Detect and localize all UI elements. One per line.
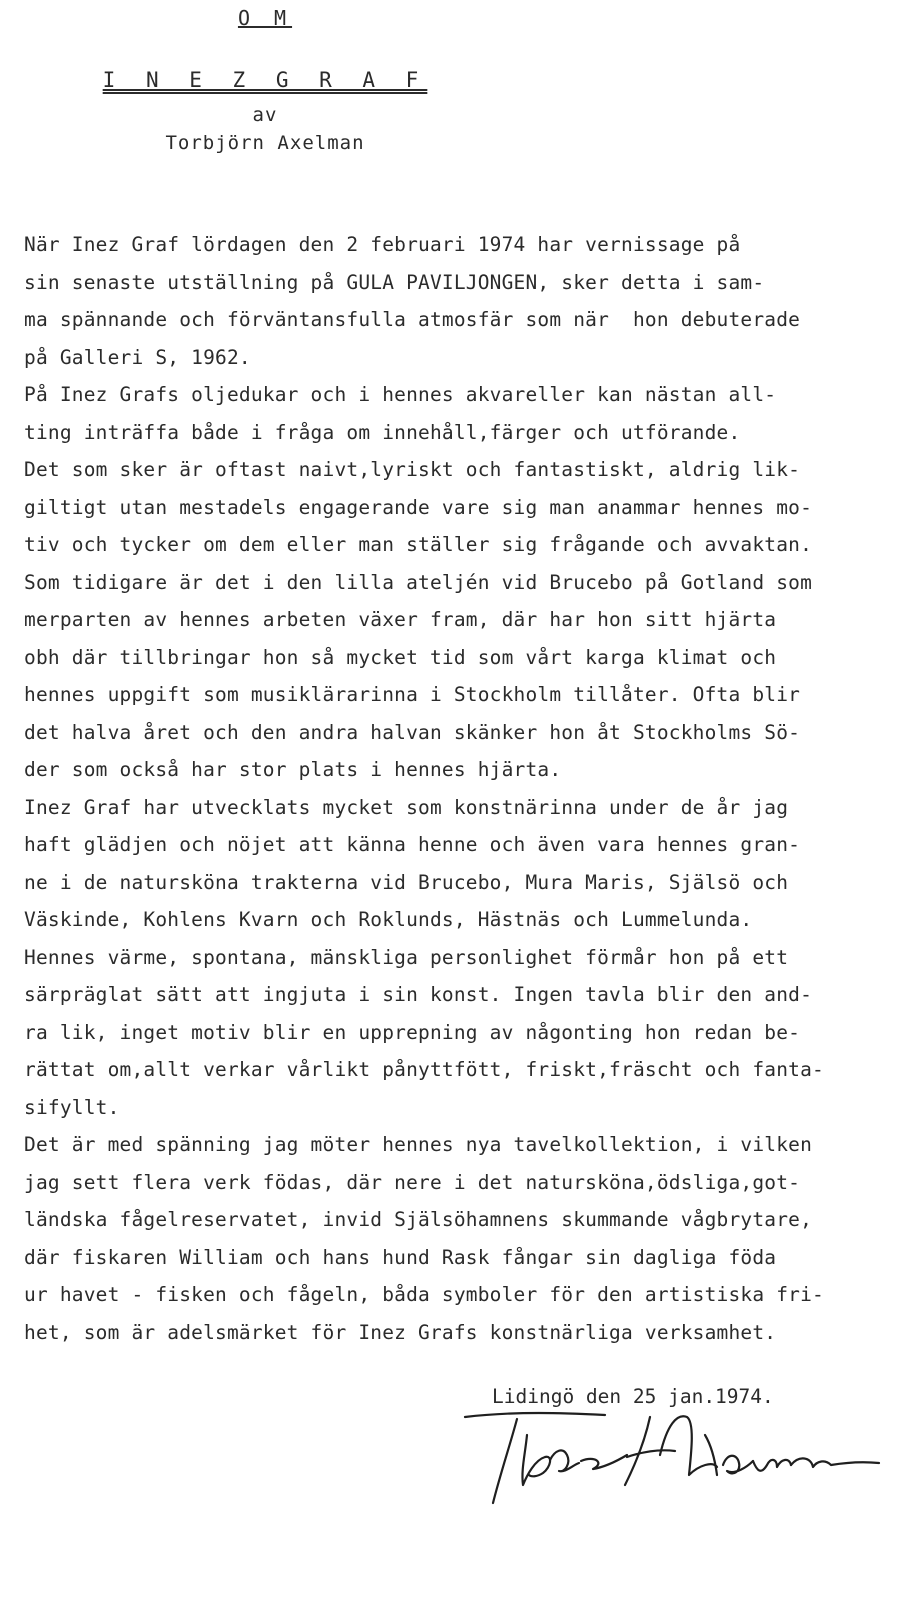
text-line: ne i de natursköna trakterna vid Brucebo, Mura Maris, Själsö och bbox=[24, 870, 789, 894]
text-line: ra lik, inget motiv blir en upprepning av någonting hon redan be- bbox=[24, 1020, 801, 1044]
text-line: hennes uppgift som musiklärarinna i Stockholm tillåter. Ofta blir bbox=[24, 683, 801, 706]
text-line: På Inez Grafs oljedukar och i hennes akvareller kan nästan all- bbox=[24, 383, 777, 406]
text-line: på Galleri S, 1962. bbox=[24, 345, 251, 369]
text-line: Hennes värme, spontana, mänskliga personlighet förmår hon på ett bbox=[24, 945, 789, 969]
text-line: het, som är adelsmärket för Inez Grafs konstnärliga verksamhet. bbox=[24, 1320, 777, 1344]
body-text bbox=[24, 226, 919, 1351]
text-line: Det som sker är oftast naivt,lyriskt och fantastiskt, aldrig lik- bbox=[24, 458, 801, 481]
text-line: det halva året och den andra halvan skänker hon åt Stockholms Sö- bbox=[24, 720, 801, 744]
text-line: merparten av hennes arbeten växer fram, där har hon sitt hjärta bbox=[24, 608, 777, 631]
text-line: sin senaste utställning på GULA PAVILJONGEN, sker detta i sam- bbox=[24, 270, 765, 294]
place-date: Lidingö den 25 jan.1974. bbox=[492, 1385, 774, 1408]
text-line: haft glädjen och nöjet att känna henne och även vara hennes gran- bbox=[24, 833, 801, 856]
text-line: ur havet - fisken och fågeln, båda symboler för den artistiska fri- bbox=[24, 1283, 824, 1306]
text-line: ting inträffa både i fråga om innehåll,färger och utförande. bbox=[24, 420, 741, 444]
handwritten-signature bbox=[455, 1405, 885, 1515]
text-line: tiv och tycker om dem eller man ställer sig frågande och avvaktan. bbox=[24, 533, 813, 556]
text-line: särpräglat sätt att ingjuta i sin konst. Ingen tavla blir den and- bbox=[24, 983, 813, 1006]
text-line: Inez Graf har utvecklats mycket som konstnärinna under de år jag bbox=[24, 795, 789, 819]
text-line: Det är med spänning jag möter hennes nya tavelkollektion, i vilken bbox=[24, 1133, 813, 1156]
text-line: jag sett flera verk födas, där nere i det natursköna,ödsliga,got- bbox=[24, 1170, 801, 1194]
heading-om: O M bbox=[237, 6, 293, 30]
text-line: där fiskaren William och hans hund Rask fångar sin dagliga föda bbox=[24, 1245, 777, 1269]
heading-author: Torbjörn Axelman bbox=[165, 132, 365, 154]
text-line: När Inez Graf lördagen den 2 februari 1974 har vernissage på bbox=[24, 233, 741, 256]
text-line: ma spännande och förväntansfulla atmosfär som när hon debuterade bbox=[24, 308, 801, 331]
text-line: Som tidigare är det i den lilla ateljén vid Brucebo på Gotland som bbox=[24, 570, 813, 594]
text-line: der som också har stor plats i hennes hjärta. bbox=[24, 758, 562, 781]
text-line: obh där tillbringar hon så mycket tid som vårt karga klimat och bbox=[24, 645, 777, 669]
heading-av: av bbox=[252, 104, 278, 126]
heading-subject: I N E Z G R A F bbox=[102, 68, 428, 92]
text-line: Väskinde, Kohlens Kvarn och Roklunds, Hästnäs och Lummelunda. bbox=[24, 908, 753, 931]
text-line: giltigt utan mestadels engagerande vare sig man anammar hennes mo- bbox=[24, 495, 813, 519]
text-line: sifyllt. bbox=[24, 1095, 120, 1119]
text-line: rättat om,allt verkar vårlikt pånyttfött, friskt,fräscht och fanta- bbox=[24, 1058, 824, 1081]
text-line: ländska fågelreservatet, invid Själsöhamnens skummande vågbrytare, bbox=[24, 1208, 813, 1231]
